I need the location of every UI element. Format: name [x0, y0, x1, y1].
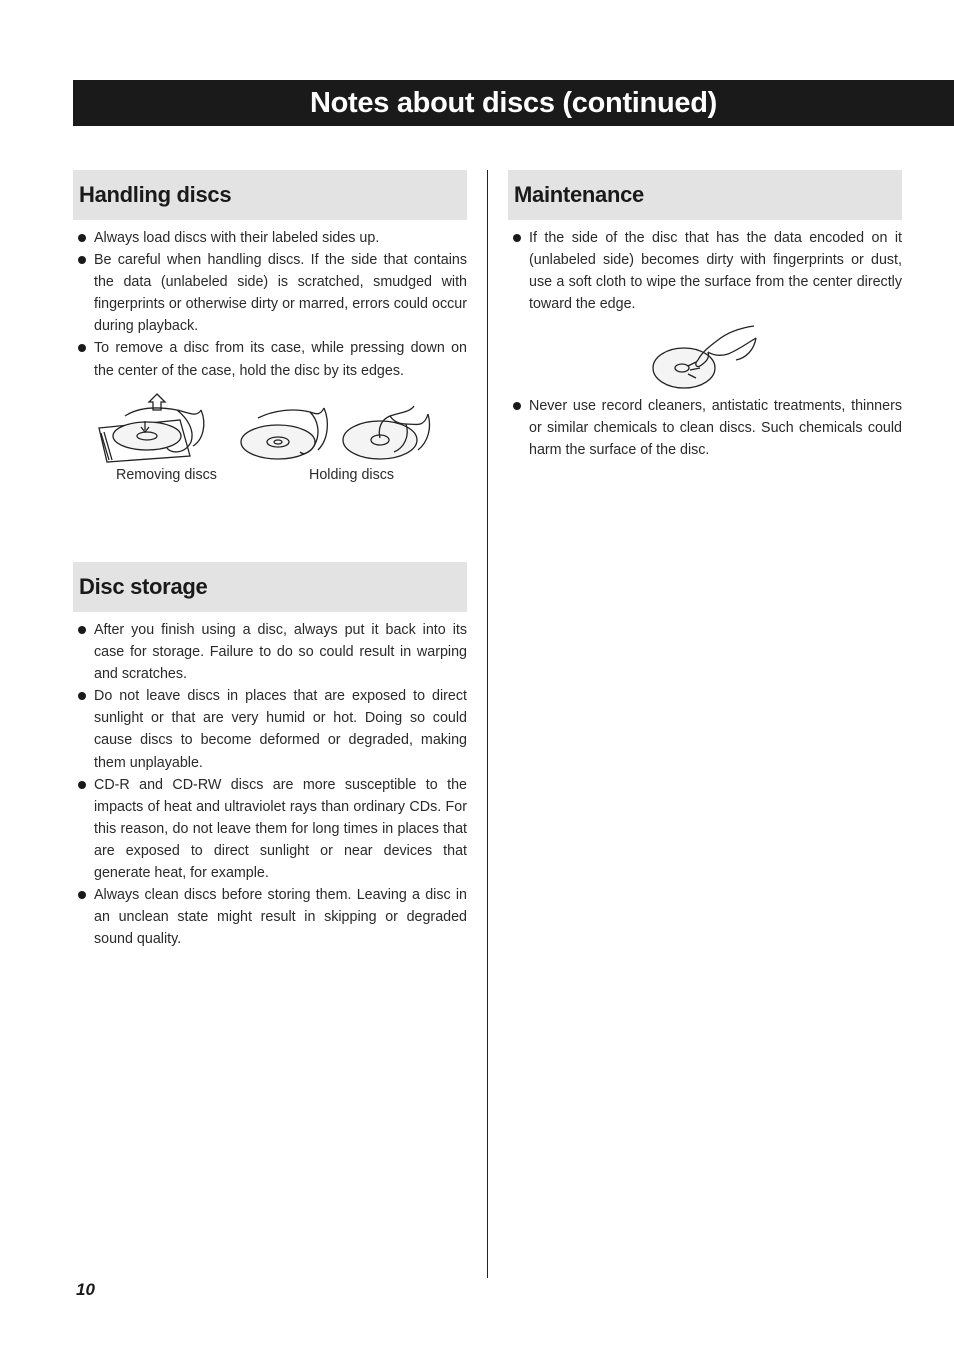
holding-disc-illustration-2	[340, 402, 435, 462]
disc-storage-heading: Disc storage	[79, 574, 208, 599]
removing-disc-illustration	[95, 390, 220, 465]
list-item: Never use record cleaners, antistatic treatments, thinners or similar chemicals to clean discs. Such chemicals could harm the surface of the disc.	[508, 395, 902, 461]
handling-discs-heading: Handling discs	[79, 182, 232, 207]
list-item: Always load discs with their labeled sides up.	[73, 227, 467, 249]
list-item: CD-R and CD-RW discs are more susceptible to the impacts of heat and ultraviolet rays than ordinary CDs. For this reason, do not leave them for long times in places that are exposed to direct sunlight or near devices that generate heat, for example.	[73, 774, 467, 884]
maintenance-heading: Maintenance	[514, 182, 644, 207]
disc-storage-list	[73, 619, 467, 950]
holding-disc-illustration-1	[238, 402, 333, 462]
handling-discs-list	[73, 227, 467, 382]
disc-storage-header	[73, 562, 467, 612]
maintenance-list-1	[508, 227, 902, 315]
list-item: To remove a disc from its case, while pressing down on the center of the case, hold the disc by its edges.	[73, 337, 467, 381]
list-item: Be careful when handling discs. If the side that contains the data (unlabeled side) is scratched, smudged with fingerprints or otherwise dirty or marred, errors could occur during playback.	[73, 249, 467, 337]
maintenance-header	[508, 170, 902, 220]
list-item: If the side of the disc that has the data encoded on it (unlabeled side) becomes dirty with fingerprints or dust, use a soft cloth to wipe the surface from the center directly toward the edge.	[508, 227, 902, 315]
list-item: Always clean discs before storing them. Leaving a disc in an unclean state might result in skipping or degraded sound quality.	[73, 884, 467, 950]
wiping-disc-illustration	[650, 322, 760, 392]
holding-discs-caption: Holding discs	[309, 467, 395, 483]
handling-discs-header	[73, 170, 467, 220]
list-item: After you finish using a disc, always put it back into its case for storage. Failure to do so could result in warping and scratches.	[73, 619, 467, 685]
page-title-bar	[73, 80, 954, 126]
maintenance-list-2	[508, 395, 902, 461]
page-number: 10	[76, 1280, 95, 1299]
page-title: Notes about discs (continued)	[310, 86, 717, 119]
list-item: Do not leave discs in places that are exposed to direct sunlight or that are very humid or hot. Doing so could cause discs to become deformed or degraded, making them unplayable.	[73, 685, 467, 773]
column-divider	[487, 170, 488, 1278]
removing-discs-caption: Removing discs	[116, 467, 217, 483]
